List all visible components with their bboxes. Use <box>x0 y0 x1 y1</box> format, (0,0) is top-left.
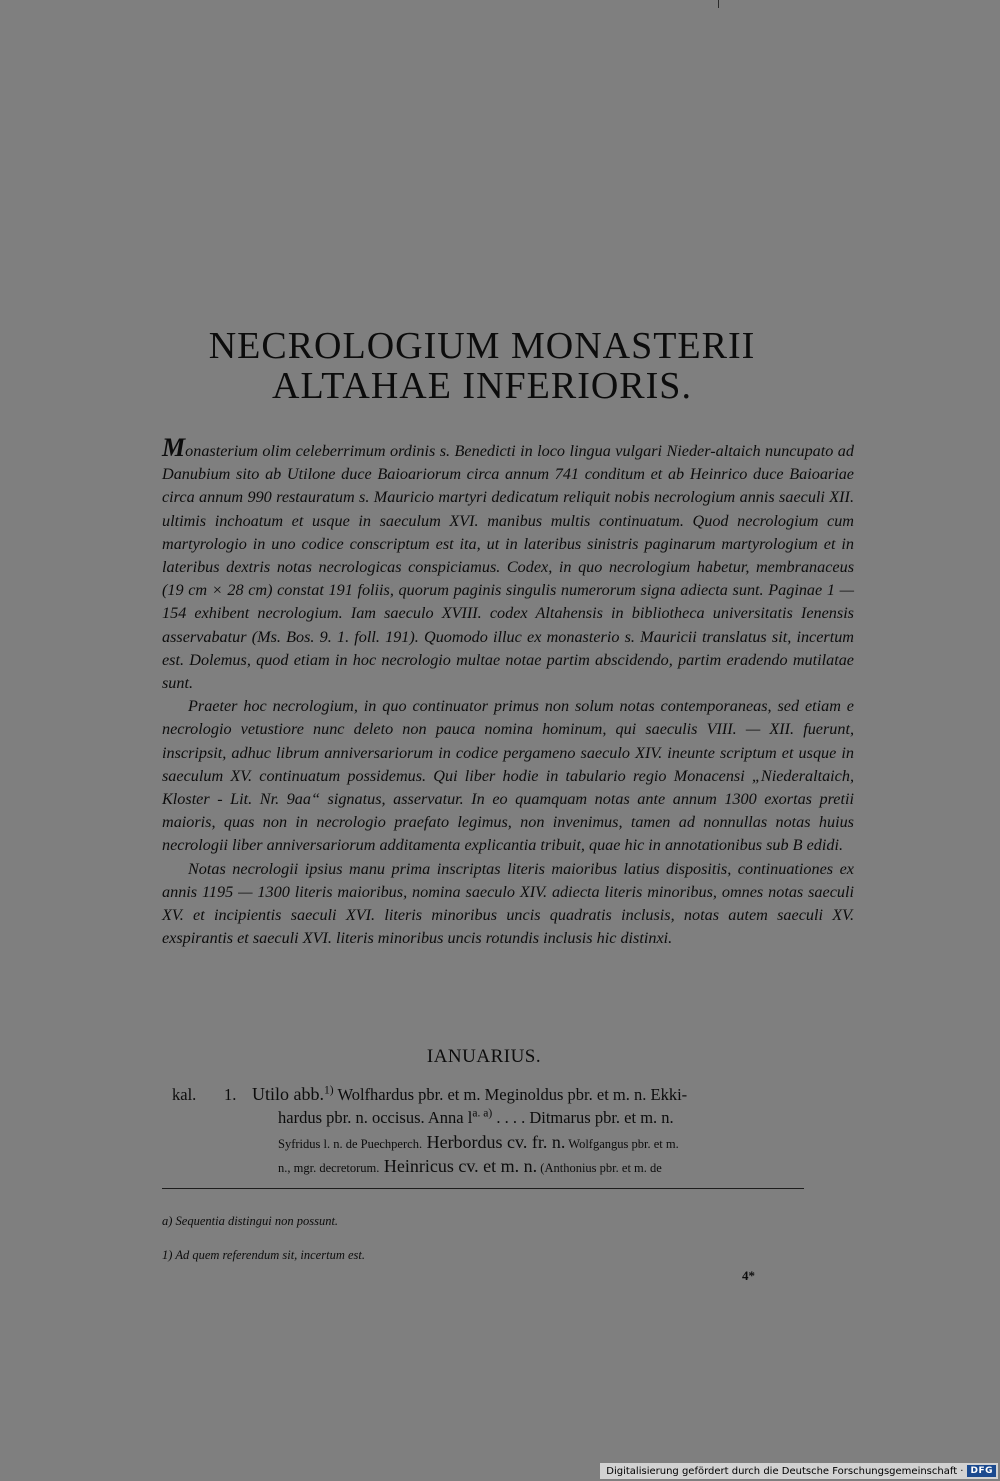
scan-mark <box>718 0 719 8</box>
footnote-ref-a: a. a) <box>472 1107 493 1120</box>
dfg-logo-icon[interactable]: DFG <box>967 1465 996 1477</box>
intro-paragraph-2: Praeter hoc necrologium, in quo continuator primus non solum notas contemporaneas, sed etiam e necrologio vetustiore nunc deleto non pauca nomina hominum, qui saeculis VIII. — XII. fuerunt, inscripsit, adhuc librum anniversariorum in codice pergameno saeculo XIV. ineunte scriptum et usque in saeculum XV. continuatum possidemus. Qui liber hodie in tabulario regio Monacensi „Niederaltaich, Kloster - Lit. Nr. 9aa“ signatus, asservatur. In eo quamquam notas ante annum 1300 exortas pretii maioris, quas non in necrologio praefato legimus, non invenimus, tamen ad nonnullas notas huius necrologii liber anniversariorum additamenta explicantia tribuit, quae hic in annotationibus sub B edidi. <box>162 697 854 855</box>
entry-line-4 <box>172 1154 854 1178</box>
footnote-1-text: Ad quem referendum sit, incertum est. <box>172 1248 365 1262</box>
footnote-a <box>162 1214 338 1229</box>
footnote-a-marker: a) <box>162 1214 173 1228</box>
page-number: 4* <box>742 1268 755 1283</box>
entry-line-3-small-2: Wolfgangus pbr. et m. <box>565 1137 679 1151</box>
intro-paragraph-1 <box>162 433 854 695</box>
entry-line-3 <box>172 1130 854 1154</box>
entry-line-2 <box>172 1106 854 1130</box>
entry-line-1 <box>172 1082 854 1106</box>
drop-cap: M <box>162 433 186 462</box>
entry-line-4-big: Heinricus cv. et m. n. <box>379 1156 538 1176</box>
entry-kal: kal. <box>172 1085 197 1104</box>
entry-line-1-b: Wolfhardus pbr. et m. Meginoldus pbr. et m. n. Ekki- <box>333 1085 688 1104</box>
footnote-ref-1: 1) <box>324 1084 334 1097</box>
entry-line-2-b: . . . . Ditmarus pbr. et m. n. <box>492 1108 674 1127</box>
entry-line-3-small-1: Syfridus l. n. de Puechperch. <box>278 1137 423 1151</box>
dfg-credit-text: Digitalisierung gefördert durch die Deutsche Forschungsgemeinschaft · <box>606 1465 964 1477</box>
entry-line-4-small-2: (Anthonius pbr. et m. de <box>537 1161 662 1175</box>
footnote-a-text: Sequentia distingui non possunt. <box>172 1214 339 1228</box>
necrology-entry <box>172 1082 854 1178</box>
footnote-1 <box>162 1248 365 1263</box>
intro-paragraph-3: Notas necrologii ipsius manu prima inscriptas literis maioribus latius dispositis, continuationes ex annis 1195 — 1300 literis maioribus, nomina saeculo XIV. adiecta literis minoribus, omnes notas saeculi XV. et incipientis saeculi XVI. literis minoribus uncis quadratis inclusis, notas autem saeculi XV. exspirantis et saeculi XVI. literis minoribus uncis rotundis inclusis hic distinxi. <box>162 859 854 948</box>
entry-line-3-big: Herbordus cv. fr. n. <box>422 1132 566 1152</box>
footnote-divider <box>162 1188 804 1189</box>
page-title-line-2: ALTAHAE INFERIORIS. <box>272 365 692 407</box>
entry-line-2-a: hardus pbr. n. occisus. Anna l <box>278 1108 473 1127</box>
entry-line-4-small-1: n., mgr. decretorum. <box>278 1161 380 1175</box>
intro-paragraph-1-text: onasterium olim celeberrimum ordinis s. Benedicti in loco lingua vulgari Nieder-altaich nuncupato ad Danubium sito ab Utilone duce Baioariorum circa annum 741 conditum et ab Heinrico duce Baioariae circa annum 990 restauratum s. Mauricio martyri dedicatum reliquit nobis necrologium annis saeculi XII. ultimis inchoatum et usque in saeculum XVI. manibus multis continuatum. Quod necrologium cum martyrologio in uno codice conscriptum est ita, ut in lateribus sinistris paginarum martyrologium et in lateribus dextris notas necrologicas conspiciamus. Codex, in quo necrologium habetur, membranaceus (19 cm × 28 cm) constat 191 foliis, quorum paginis singulis numerorum signa adiecta sunt. Paginae 1 — 154 exhibent necrologium. Iam saeculo XVIII. codex Altahensis in bibliotheca universitatis Ienensis asservabatur (Ms. Bos. 9. 1. foll. 191). Quomodo illuc ex monasterio s. Mauricii translatus sit, incertum est. Dolemus, quod etiam in hoc necrologio multae notae partim abscidendo, partim eradendo mutilatae sunt. <box>162 442 854 693</box>
entry-day: 1. <box>224 1085 237 1104</box>
footnote-1-marker: 1) <box>162 1248 173 1262</box>
dfg-credit-bar <box>600 1463 998 1479</box>
month-heading: IANUARIUS. <box>426 1046 542 1067</box>
introduction <box>162 433 854 950</box>
entry-line-1-a: Utilo abb. <box>252 1084 324 1104</box>
page-title-line-1: NECROLOGIUM MONASTERII <box>208 325 756 367</box>
